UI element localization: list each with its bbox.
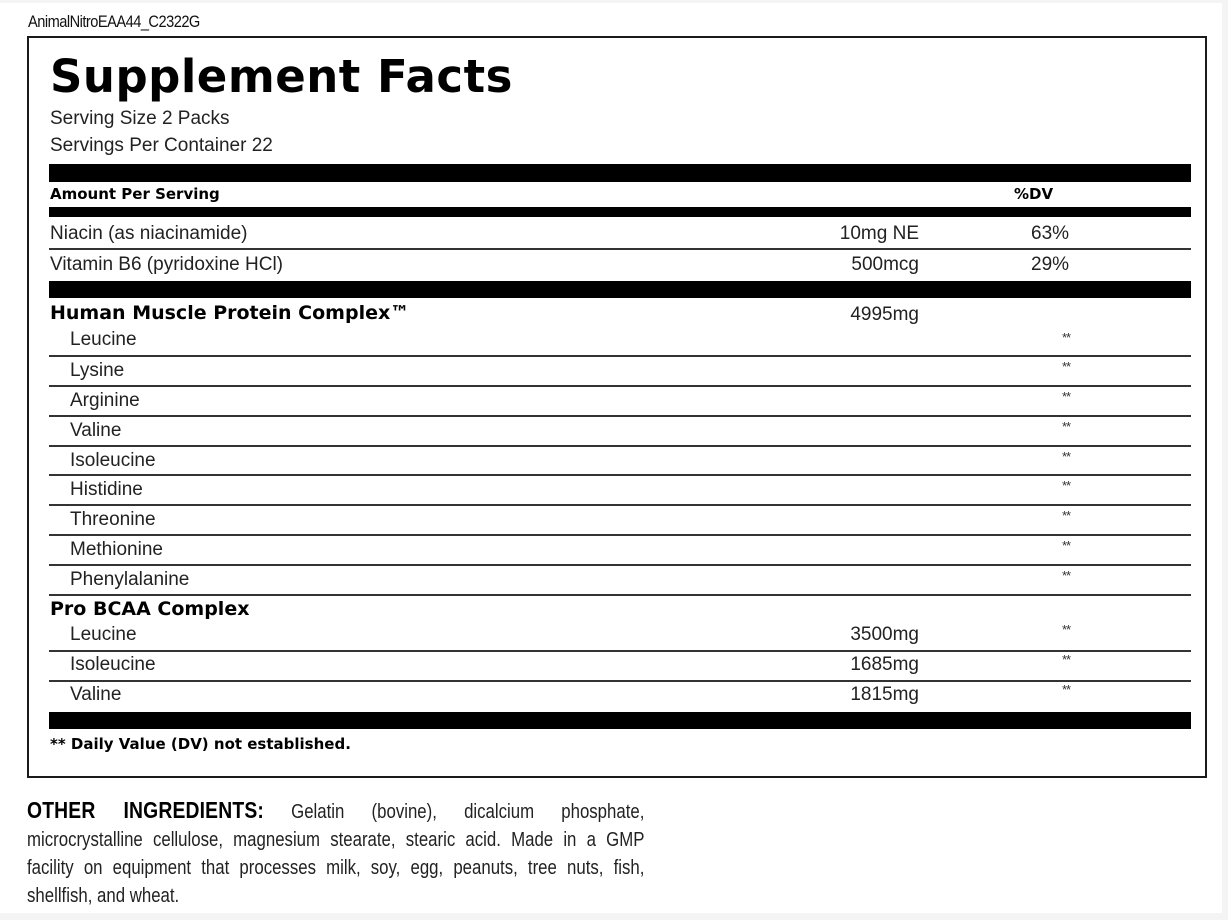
ingredient-amount: 1815mg: [850, 684, 919, 705]
amount-per-serving-header: Amount Per Serving: [50, 185, 220, 203]
serving-size: Serving Size 2 Packs: [50, 108, 230, 129]
ingredient-name: Leucine: [70, 329, 137, 350]
ingredient-row: [49, 476, 1191, 506]
complex-header-row: [49, 300, 1191, 328]
ingredient-row: [49, 652, 1191, 682]
label-page: [0, 3, 1222, 913]
nutrient-amount: 10mg NE: [839, 223, 919, 244]
ingredient-dv: **: [1062, 478, 1071, 493]
ingredient-dv: **: [1062, 652, 1071, 667]
ingredient-row: [49, 447, 1191, 476]
ingredient-dv: **: [1062, 389, 1071, 404]
ingredient-row: [49, 566, 1191, 596]
ingredient-name: Phenylalanine: [70, 569, 190, 590]
divider-bar: [49, 164, 1191, 182]
nutrient-name: Vitamin B6 (pyridoxine HCl): [50, 254, 284, 275]
ingredient-name: Threonine: [70, 509, 156, 530]
ingredient-dv: **: [1062, 508, 1071, 523]
complex-name: Pro BCAA Complex: [50, 598, 250, 620]
ingredient-row: [49, 536, 1191, 566]
ingredient-name: Valine: [70, 420, 122, 441]
ingredient-amount: 1685mg: [850, 654, 919, 675]
dv-header: %DV: [1014, 185, 1054, 203]
ingredient-row: [49, 506, 1191, 536]
servings-per-container: Servings Per Container 22: [50, 135, 273, 156]
ingredient-name: Isoleucine: [70, 450, 156, 471]
ingredient-name: Valine: [70, 684, 122, 705]
nutrient-name: Niacin (as niacinamide): [50, 223, 248, 244]
ingredient-amount: 3500mg: [850, 624, 919, 645]
divider-bar: [49, 207, 1191, 217]
ingredient-row: [49, 328, 1191, 357]
other-ingredients-text: Gelatin (bovine), dicalcium phosphate, microcrystalline cellulose, magnesium stearate, stearic acid. Made in a GMP facility on equipment that processes milk, soy, egg, peanuts, tree nuts, fish, shellfish, and wheat.: [27, 801, 645, 907]
nutrient-row: [49, 219, 1191, 250]
ingredient-dv: **: [1062, 538, 1071, 553]
nutrient-row: [49, 250, 1191, 281]
ingredient-row: [49, 622, 1191, 652]
ingredient-dv: **: [1062, 449, 1071, 464]
ingredient-dv: **: [1062, 682, 1071, 697]
ingredient-name: Leucine: [70, 624, 137, 645]
ingredient-row: [49, 682, 1191, 712]
ingredient-row: [49, 387, 1191, 417]
ingredient-dv: **: [1062, 359, 1071, 374]
file-label: AnimalNitroEAA44_C2322G: [28, 12, 200, 31]
ingredient-dv: **: [1062, 622, 1071, 637]
ingredient-dv: **: [1062, 568, 1071, 583]
ingredient-dv: **: [1062, 419, 1071, 434]
ingredient-name: Histidine: [70, 479, 143, 500]
ingredient-row: [49, 417, 1191, 447]
complex-name: Human Muscle Protein Complex™: [50, 302, 410, 324]
supplement-facts-panel: [27, 36, 1207, 778]
panel-title: Supplement Facts: [50, 50, 513, 103]
ingredient-name: Lysine: [70, 360, 125, 381]
nutrient-dv: 63%: [1031, 223, 1070, 244]
nutrient-amount: 500mcg: [851, 254, 919, 275]
ingredient-name: Methionine: [70, 539, 163, 560]
other-ingredients-label: OTHER INGREDIENTS:: [27, 797, 264, 823]
ingredient-row: [49, 357, 1191, 387]
divider-bar: [49, 281, 1191, 298]
complex-amount: 4995mg: [850, 304, 919, 325]
ingredient-dv: **: [1062, 330, 1071, 345]
divider-bar: [49, 712, 1191, 729]
ingredient-name: Isoleucine: [70, 654, 156, 675]
nutrient-dv: 29%: [1031, 254, 1070, 275]
dv-footnote: ** Daily Value (DV) not established.: [50, 735, 351, 753]
other-ingredients: [27, 796, 644, 910]
complex-header-row: [49, 596, 1191, 622]
ingredient-name: Arginine: [70, 390, 140, 411]
